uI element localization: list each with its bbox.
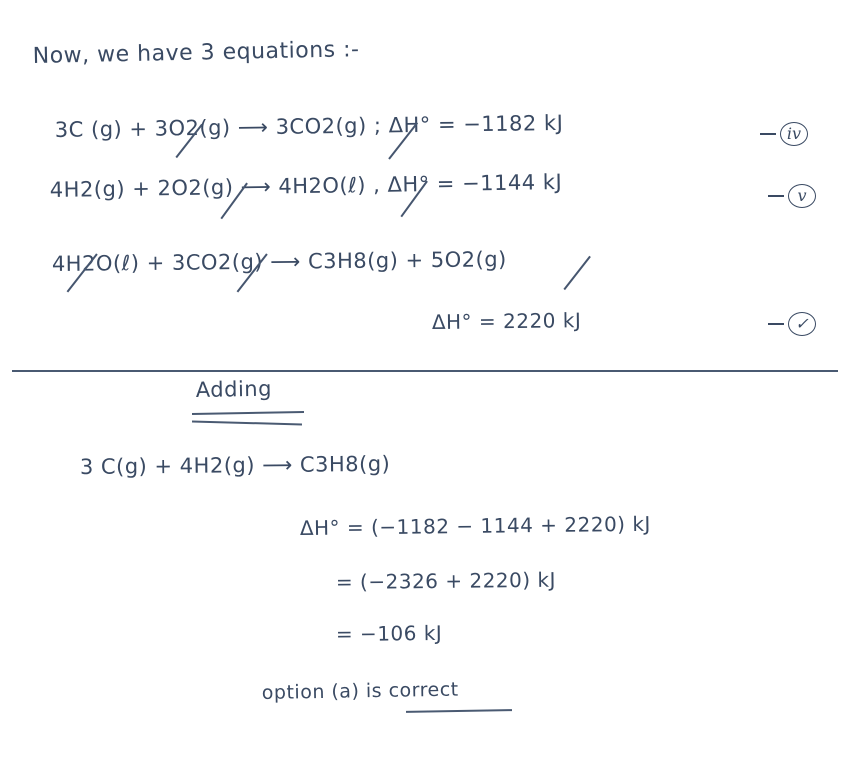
- conclusion-underline: [406, 709, 512, 712]
- equation-v-tag-dash: [768, 195, 784, 197]
- equation-iv-text: 3C (g) + 3O2(g) ⟶ 3CO2(g) ; ΔH° = −1182 kJ: [54, 110, 564, 142]
- calculation-line-2: = (−2326 + 2220) kJ: [335, 567, 557, 594]
- adding-underline-second: [192, 421, 302, 425]
- equation-v-tag: v: [788, 184, 816, 208]
- adding-underline: [192, 411, 304, 414]
- equation-v-text: 4H2(g) + 2O2(g) ⟶ 4H2O(ℓ) , ΔH° = −1144 kJ: [49, 169, 563, 202]
- horizontal-divider: [12, 370, 838, 372]
- equation-vi-enthalpy: ΔH° = 2220 kJ: [431, 308, 582, 334]
- equation-vi-tag: ✓: [788, 312, 816, 336]
- heading-text: Now, we have 3 equations :-: [32, 37, 360, 69]
- cancel-slash-o2-eq-vi: [563, 256, 590, 290]
- equation-iv-tag-dash: [760, 133, 776, 135]
- conclusion-text: option (a) is correct: [261, 678, 459, 704]
- calculation-line-1: ΔH° = (−1182 − 1144 + 2220) kJ: [299, 511, 652, 540]
- calculation-line-3: = −106 kJ: [335, 620, 443, 646]
- sum-equation-text: 3 C(g) + 4H2(g) ⟶ C3H8(g): [79, 451, 391, 479]
- equation-iv-tag: iv: [780, 122, 808, 146]
- adding-label: Adding: [195, 376, 273, 402]
- equation-vi-text: 4H2O(ℓ) + 3CO2(g) ⟶ C3H8(g) + 5O2(g): [51, 247, 507, 276]
- equation-vi-tag-dash: [768, 323, 784, 325]
